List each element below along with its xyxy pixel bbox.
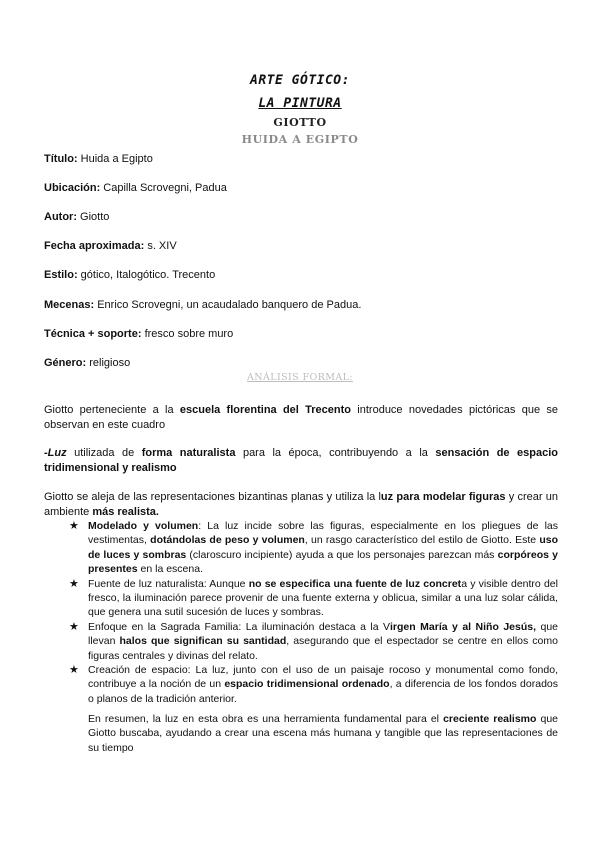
field-label: Género: (44, 357, 87, 369)
work-heading: HUIDA A EGIPTO (241, 133, 359, 146)
field-mecenas (44, 298, 361, 312)
paragraph-bizantinas (44, 490, 558, 519)
text-run: , un rasgo característico del estilo de Giotto. Este (304, 534, 540, 547)
text-run: no se especifica una fuente de luz concret (248, 577, 462, 590)
text-run: introduce novedades pictóricas que se observan en este cuadro (44, 404, 558, 431)
bullet-item-espacio (69, 663, 559, 706)
text-run: espacio tridimensional ordenado (224, 678, 390, 691)
star-bullet-icon: ★ (69, 577, 79, 590)
field-label: Estilo: (44, 269, 78, 281)
text-run: dotándolas de peso y volumen (150, 534, 305, 547)
field-value: fresco sobre muro (141, 328, 234, 340)
field-estilo (44, 268, 215, 282)
text-run: Modelado y volumen (88, 520, 199, 532)
text-run: , asegurando que el espectador se centre en ellos como figuras centrales y divinas del relato. (88, 635, 558, 662)
field-tecnica (44, 327, 233, 341)
text-run: que Giotto buscaba, ayudando a crear una escena más humana y tangible que las representaciones de su tiempo (88, 713, 558, 754)
field-value: religioso (86, 357, 131, 369)
text-run: utilizada de (66, 447, 142, 459)
text-run: que llevan (88, 620, 559, 648)
field-fecha (44, 239, 177, 253)
text-run: irgen María y al Niño Jesús, (390, 620, 537, 633)
paragraph-intro (44, 403, 558, 432)
text-run: En resumen, la luz en esta obra es una herramienta fundamental para el (88, 713, 444, 725)
field-value: gótico, Italogótico. Trecento (77, 269, 216, 281)
field-value: Capilla Scrovegni, Padua (100, 182, 227, 194)
bullet-item-enfoque (69, 620, 559, 663)
field-label: Técnica + soporte: (44, 328, 142, 340)
artist-heading: GIOTTO (273, 116, 327, 129)
field-value: Giotto (77, 211, 110, 223)
field-value: Enrico Scrovegni, un acaudalado banquero de Padua. (94, 299, 362, 311)
text-run: escuela florentina del Trecento (179, 404, 351, 416)
text-run: Fuente de luz naturalista: Aunque (88, 577, 249, 590)
bullet-item-fuente (69, 577, 558, 620)
text-run: halos que significan su santidad (119, 635, 287, 648)
title-line-1: ARTE GÓTICO: (250, 73, 350, 88)
text-run: uso de luces y sombras (88, 534, 559, 561)
text-run: forma naturalista (141, 447, 236, 459)
analisis-heading: ANÁLISIS FORMAL: (247, 372, 353, 383)
text-run: sensación de espacio tridimensional y realismo (44, 447, 559, 474)
summary-paragraph (88, 712, 558, 755)
field-label: Ubicación: (44, 182, 101, 194)
field-label: Título: (44, 153, 78, 165)
text-run: Giotto se aleja de las representaciones bizantinas planas y utiliza la l (44, 491, 381, 503)
field-label: Autor: (44, 211, 77, 223)
star-bullet-icon: ★ (69, 620, 79, 633)
text-run: -Luz (44, 447, 67, 459)
text-run: en la escena. (137, 563, 203, 576)
text-run: , a diferencia de los fondos dorados o planos de la tradición anterior. (88, 678, 559, 705)
text-run: más realista. (92, 505, 159, 518)
text-run: para la época, contribuyendo a la (235, 447, 436, 459)
text-run: y crear un ambiente (44, 491, 558, 518)
paragraph-luz (44, 446, 558, 475)
field-value: s. XIV (144, 240, 177, 252)
text-run: : La luz incide sobre las figuras, especialmente en los pliegues de las vestimentas, (88, 520, 558, 547)
text-run: corpóreos y presentes (88, 548, 558, 576)
text-run: uz para modelar figuras (380, 491, 506, 503)
bullet-list (69, 519, 559, 706)
text-run: Creación de espacio: La luz, junto con el uso de un paisaje rocoso y monumental como fondo, contribuye a la noción de un (88, 664, 558, 691)
star-bullet-icon: ★ (69, 664, 79, 677)
field-label: Mecenas: (44, 299, 95, 311)
field-genero (44, 356, 130, 370)
field-titulo (44, 152, 153, 166)
text-run: Enfoque en la Sagrada Familia: La iluminación destaca a la V (88, 620, 391, 633)
text-run: creciente realismo (443, 713, 537, 725)
field-ubicacion (44, 181, 227, 195)
text-run: (claroscuro incipiente) ayuda a que los personajes parezcan más (186, 548, 498, 561)
text-run: Giotto perteneciente a la (44, 404, 180, 416)
star-bullet-icon: ★ (69, 520, 79, 532)
field-autor (44, 210, 109, 224)
field-label: Fecha aproximada: (44, 240, 145, 252)
field-value: Huida a Egipto (77, 153, 153, 165)
bullet-item-modelado (69, 519, 559, 577)
title-line-2: LA PINTURA (258, 96, 342, 111)
text-run: a y visible dentro del fresco, la iluminación parece provenir de una fuente externa y oblicua, similar a una luz solar cálida, que genera una sutil sucesión de luces y sombras. (88, 577, 558, 619)
